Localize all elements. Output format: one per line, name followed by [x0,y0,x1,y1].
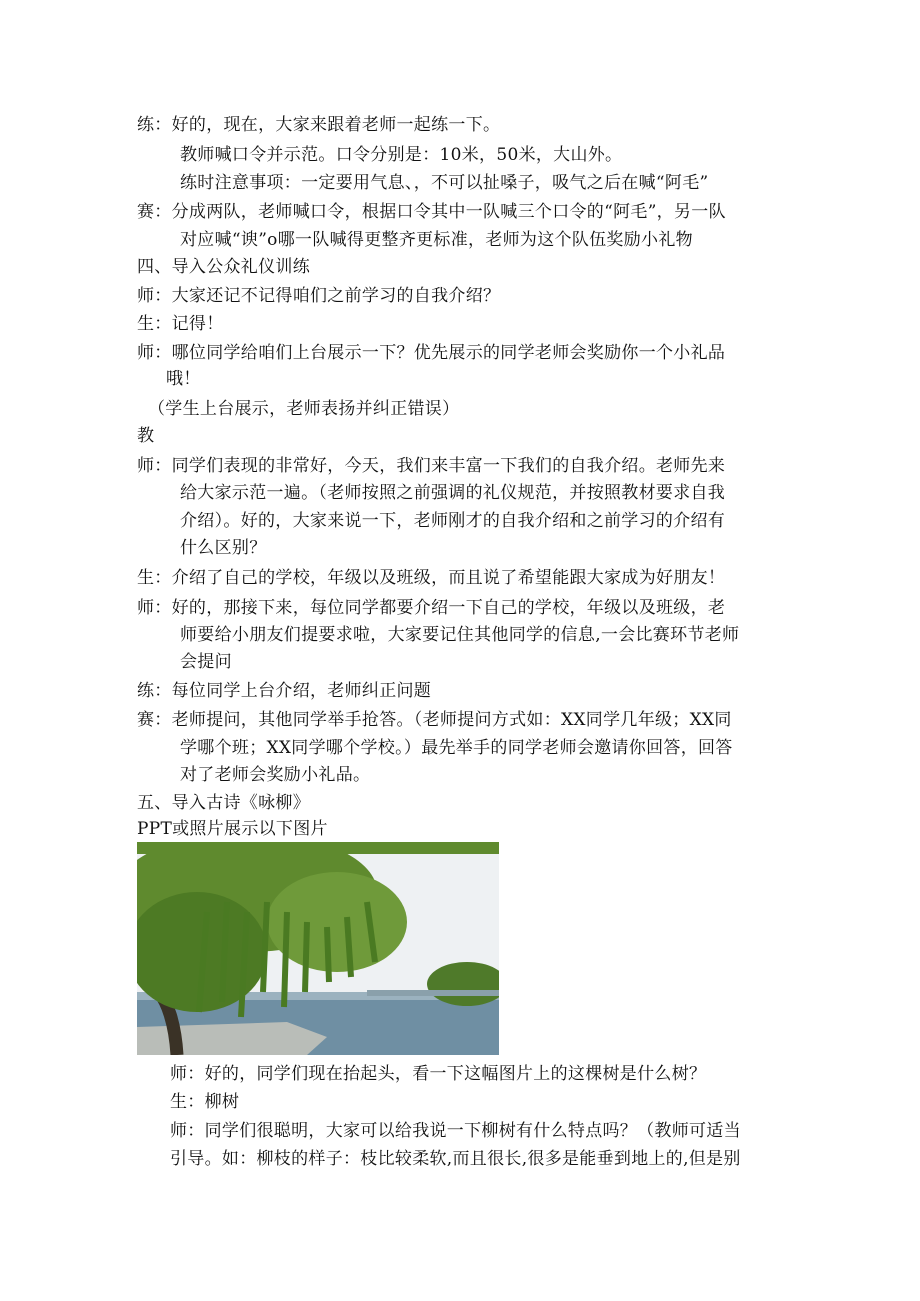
text-line: 师：同学们很聪明，大家可以给我说一下柳树有什么特点吗？（教师可适当 [170,1121,741,1141]
willow-tree-photo [137,842,499,1055]
text-line: PPT或照片展示以下图片 [137,819,328,839]
text-line: 什么区别？ [180,538,267,558]
text-line: 师：好的，同学们现在抬起头，看一下这幅图片上的这棵树是什么树？ [170,1064,707,1084]
text-line: 师：大家还记不记得咱们之前学习的自我介绍？ [137,286,501,306]
text-line: 师：好的，那接下来，每位同学都要介绍一下自己的学校，年级以及班级，老 [137,598,726,618]
text-line: 师要给小朋友们提要求啦，大家要记住其他同学的信息,一会比赛环节老师 [180,625,740,645]
text-line: 生：柳树 [170,1092,240,1112]
text-line: 赛：老师提问，其他同学举手抢答。（老师提问方式如：XX同学几年级；XX同 [137,710,732,730]
text-line: 赛：分成两队，老师喊口令，根据口令其中一队喊三个口令的“阿毛”，另一队 [137,202,726,222]
text-line: 生：记得！ [137,314,224,334]
text-line: 会提问 [180,652,232,672]
text-line: 哦！ [166,369,201,389]
text-line: 师：同学们表现的非常好，今天，我们来丰富一下我们的自我介绍。老师先来 [137,456,726,476]
text-line: 给大家示范一遍。（老师按照之前强调的礼仪规范，并按照教材要求自我 [180,483,726,503]
text-line: 练：好的，现在，大家来跟着老师一起练一下。 [137,115,501,135]
willow-tree-illustration [137,842,499,1055]
section-heading: 四、导入公众礼仪训练 [137,257,310,277]
text-line: 教 [137,426,155,446]
text-line: 练：每位同学上台介绍，老师纠正问题 [137,681,432,701]
text-line: 介绍）。好的，大家来说一下，老师刚才的自我介绍和之前学习的介绍有 [180,511,726,531]
text-line: 练时注意事项：一定要用气息、，不可以扯嗓子，吸气之后在喊“阿毛” [180,173,709,193]
text-line: 引导。如：柳枝的样子：枝比较柔软,而且很长,很多是能垂到地上的,但是别 [170,1149,741,1169]
text-line: 对应喊“谀”o哪一队喊得更整齐更标准，老师为这个队伍奖励小礼物 [180,230,693,250]
text-line: 教师喊口令并示范。口令分别是：10米，50米，大山外。 [180,145,623,165]
text-line: （学生上台展示，老师表扬并纠正错误） [148,399,460,419]
text-line: 学哪个班；XX同学哪个学校。）最先举手的同学老师会邀请你回答，回答 [180,738,733,758]
text-line: 对了老师会奖励小礼品。 [180,765,371,785]
text-line: 师：哪位同学给咱们上台展示一下？优先展示的同学老师会奖励你一个小礼品 [137,343,726,363]
text-line: 生：介绍了自己的学校，年级以及班级，而且说了希望能跟大家成为好朋友！ [137,568,726,588]
section-heading: 五、导入古诗《咏柳》 [137,793,310,813]
